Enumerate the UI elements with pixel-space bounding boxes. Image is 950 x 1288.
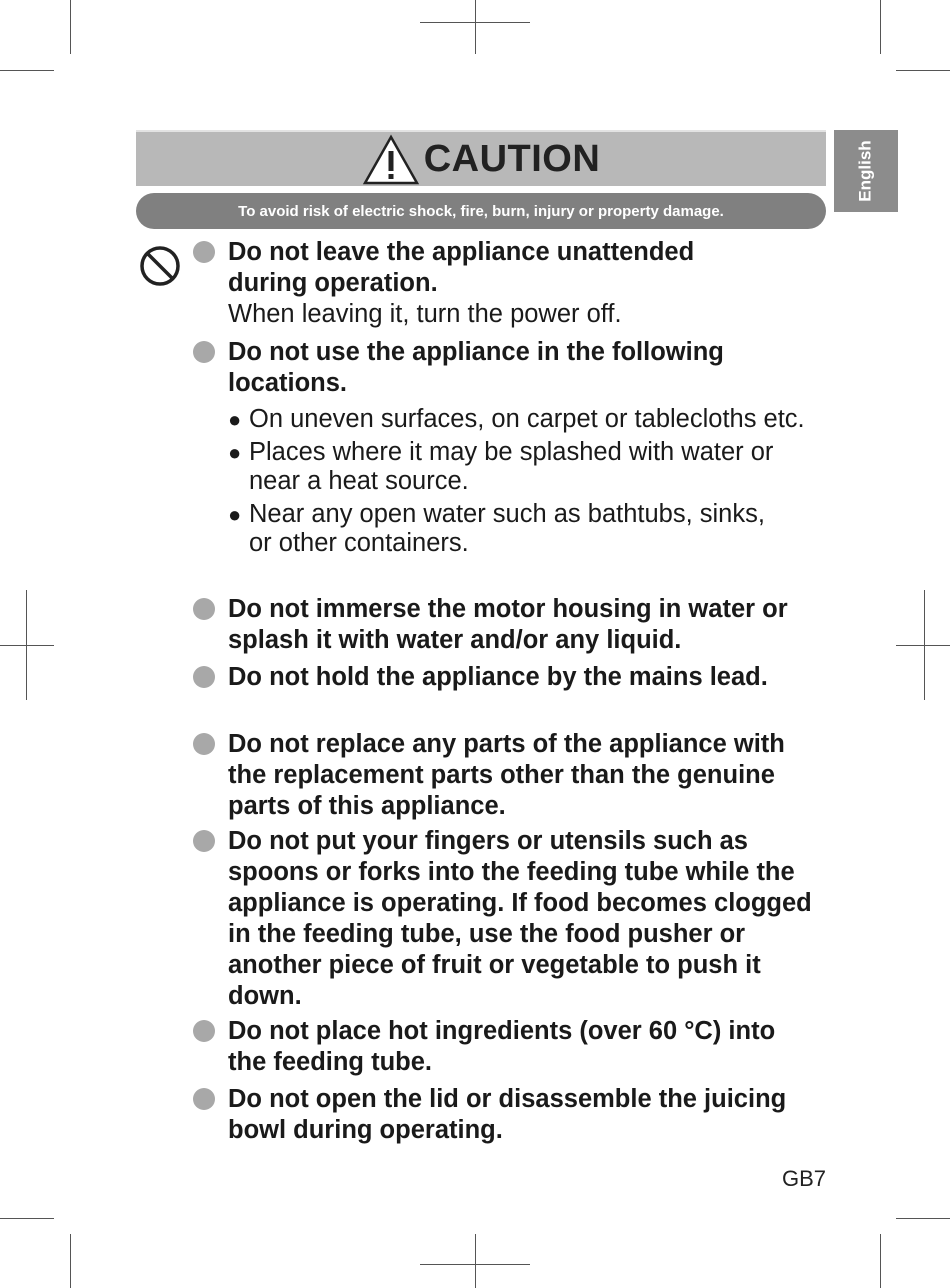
caution-item-heading: Do not open the lid or disassemble the juicing bowl during operating. — [228, 1085, 787, 1144]
caution-banner — [136, 130, 826, 186]
caution-item — [193, 729, 833, 822]
caution-item — [193, 1016, 833, 1078]
caution-item-text: When leaving it, turn the power off. — [228, 300, 622, 328]
language-tab — [834, 130, 898, 212]
small-bullet-icon: ● — [228, 440, 242, 465]
location-subitem — [228, 405, 833, 434]
caution-item-heading: Do not place hot ingredients (over 60 °C) into the feeding tube. — [228, 1017, 776, 1076]
crop-mark — [475, 0, 476, 54]
warning-triangle-icon — [362, 134, 420, 186]
bullet-dot-icon — [193, 598, 215, 620]
caution-item — [193, 662, 833, 693]
bullet-dot-icon — [193, 241, 215, 263]
location-subitem-text: Places where it may be splashed with water or near a heat source. — [249, 438, 774, 495]
caution-item — [193, 337, 833, 558]
crop-mark — [475, 1234, 476, 1288]
prohibition-icon — [138, 244, 182, 288]
caution-item — [193, 1084, 833, 1146]
bullet-dot-icon — [193, 1020, 215, 1042]
crop-mark — [70, 0, 71, 54]
caution-item-heading: Do not replace any parts of the appliance with the replacement parts other than the genuine parts of this appliance. — [228, 730, 785, 820]
bullet-dot-icon — [193, 341, 215, 363]
location-subitem — [228, 438, 819, 496]
crop-mark — [26, 590, 27, 700]
crop-mark — [880, 0, 881, 54]
bullet-dot-icon — [193, 830, 215, 852]
bullet-dot-icon — [193, 1088, 215, 1110]
small-bullet-icon: ● — [228, 407, 242, 432]
crop-mark — [896, 1218, 950, 1219]
caution-item — [193, 237, 833, 330]
caution-item — [193, 594, 833, 656]
page-number: GB7 — [781, 1166, 826, 1191]
caution-item-heading: Do not use the appliance in the following locations. — [228, 338, 724, 397]
caution-item-heading: Do not put your fingers or utensils such as spoons or forks into the feeding tube while the appliance is operating. If food becomes clogged in the feeding tube, use the food pusher or another piece of fruit or vegetable to push it down. — [228, 827, 812, 1010]
small-bullet-icon: ● — [228, 502, 242, 527]
caution-item-heading: Do not hold the appliance by the mains lead. — [228, 663, 768, 691]
caution-subtitle: To avoid risk of electric shock, fire, burn, injury or property damage. — [238, 202, 724, 220]
crop-mark — [0, 645, 54, 646]
caution-subtitle-bar — [136, 193, 826, 229]
location-subitem-text: On uneven surfaces, on carpet or tablecloths etc. — [249, 405, 805, 433]
caution-item-heading: Do not leave the appliance unattended during operation. — [228, 238, 695, 297]
language-label: English — [856, 140, 875, 202]
crop-mark — [70, 1234, 71, 1288]
crop-mark — [0, 1218, 54, 1219]
caution-item — [193, 826, 833, 1012]
crop-mark — [924, 590, 925, 700]
location-subitem-text: Near any open water such as bathtubs, sinks, or other containers. — [249, 500, 765, 557]
crop-mark — [896, 70, 950, 71]
bullet-dot-icon — [193, 733, 215, 755]
crop-mark — [0, 70, 54, 71]
location-subitem — [228, 500, 769, 558]
crop-mark — [880, 1234, 881, 1288]
caution-title: CAUTION — [423, 137, 601, 180]
crop-mark — [896, 645, 950, 646]
bullet-dot-icon — [193, 666, 215, 688]
caution-item-heading: Do not immerse the motor housing in water or splash it with water and/or any liquid. — [228, 595, 788, 654]
